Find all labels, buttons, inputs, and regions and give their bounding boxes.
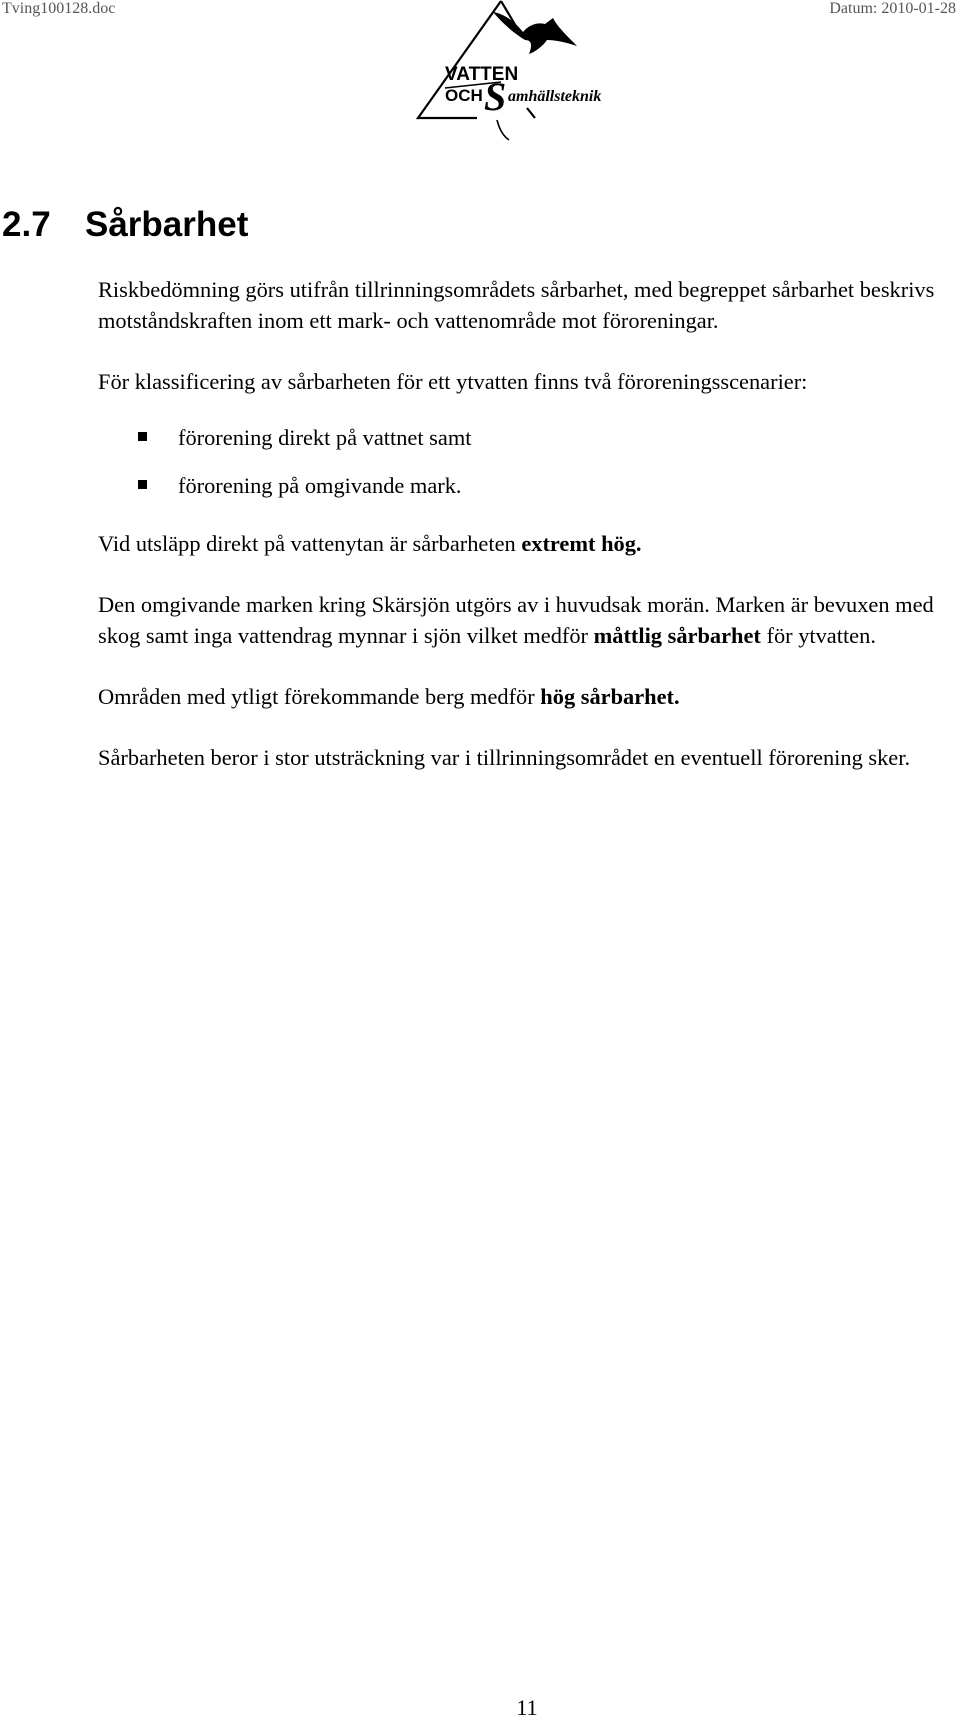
paragraph-berg: Områden med ytligt förekommande berg medför hög sårbarhet. — [98, 684, 680, 710]
header-date: Datum: 2010-01-28 — [829, 0, 956, 17]
paragraph-omgivande-mark: Den omgivande marken kring Skärsjön utgörs av i huvudsak morän. Marken är bevuxen med skog samt inga vattendrag mynnar i sjön vilket medför måttlig sårbarhet för ytvatten. — [98, 591, 934, 649]
bird-icon — [493, 12, 577, 54]
logo-och: OCH — [445, 86, 483, 105]
section-number: 2.7 — [2, 205, 51, 244]
scenario-list — [98, 414, 938, 510]
section-title: Sårbarhet — [85, 205, 249, 244]
document-body — [98, 274, 938, 804]
vatten-och-samhallsteknik-logo — [405, 0, 645, 145]
header-filename: Tving100128.doc — [2, 0, 116, 17]
square-bullet-icon — [138, 480, 147, 489]
paragraph-utslapp: Vid utsläpp direkt på vattenytan är sårbarheten extremt hög. — [98, 530, 642, 556]
paragraph-sarbarhet-beror: Sårbarheten beror i stor utsträckning var i tillrinningsområdet en eventuell förorening sker. — [98, 745, 911, 771]
list-item: förorening direkt på vattnet samt — [98, 414, 938, 462]
page-number: 11 — [516, 1695, 538, 1720]
logo-line2: amhällsteknik — [508, 88, 602, 105]
logo-line1: VATTEN — [445, 64, 519, 85]
paragraph-riskbedomning: Riskbedömning görs utifrån tillrinningsområdets sårbarhet, med begreppet sårbarhet beskrivs motståndskraften inom ett mark- och vattenområde mot föroreningar. — [98, 277, 935, 334]
square-bullet-icon — [138, 432, 147, 441]
list-item: förorening på omgivande mark. — [98, 462, 938, 510]
logo-big-s: S — [484, 74, 507, 119]
section-heading — [2, 204, 248, 246]
paragraph-klassificering: För klassificering av sårbarheten för ett ytvatten finns två föroreningsscenarier: — [98, 369, 808, 395]
